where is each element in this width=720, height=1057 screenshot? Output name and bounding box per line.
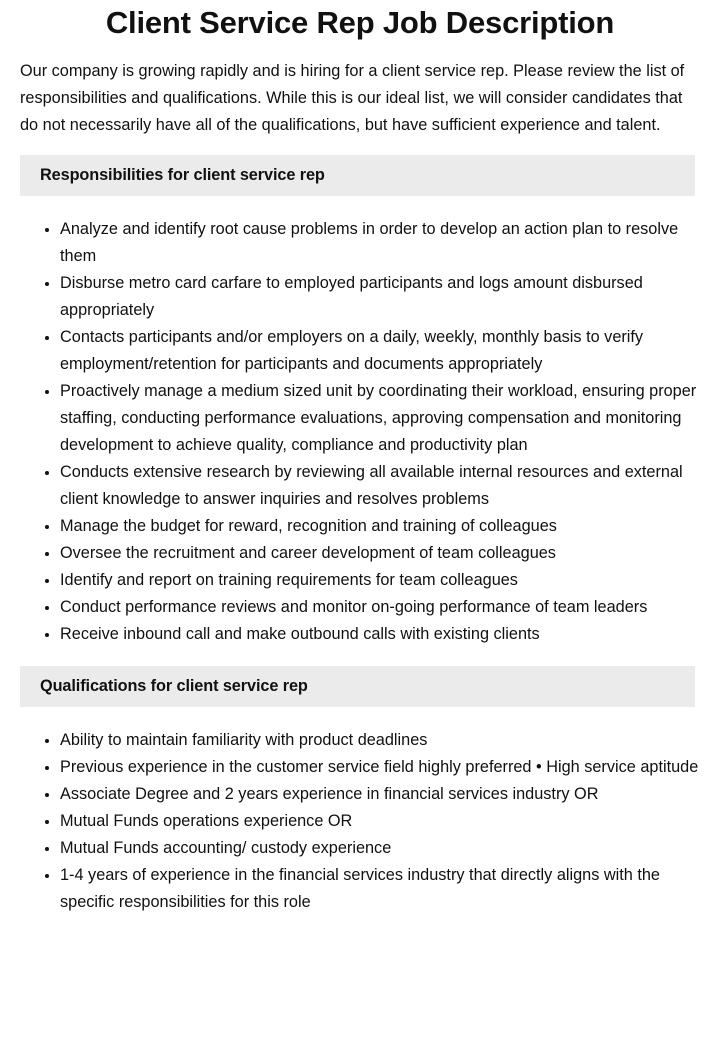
list-item: • Previous experience in the customer service field highly preferred • High service aptitude [60, 754, 700, 781]
list-item: • Conduct performance reviews and monitor on-going performance of team leaders [60, 594, 700, 621]
list-item: • Conducts extensive research by reviewing all available internal resources and external client knowledge to answer inquiries and resolves problems [60, 459, 700, 513]
list-item: • Analyze and identify root cause problems in order to develop an action plan to resolve them [60, 216, 700, 270]
list-item: • Contacts participants and/or employers on a daily, weekly, monthly basis to verify employment/retention for participants and documents appropriately [60, 324, 700, 378]
list-item: • Identify and report on training requirements for team colleagues [60, 567, 700, 594]
list-item: • Disburse metro card carfare to employed participants and logs amount disbursed appropriately [60, 270, 700, 324]
list-item: • Oversee the recruitment and career development of team colleagues [60, 540, 700, 567]
list-item: • Receive inbound call and make outbound calls with existing clients [60, 621, 700, 648]
qualifications-heading: Qualifications for client service rep [20, 666, 695, 707]
qualifications-list [0, 727, 700, 916]
responsibilities-list [0, 216, 700, 648]
responsibilities-heading: Responsibilities for client service rep [20, 155, 695, 196]
list-item: • Manage the budget for reward, recognition and training of colleagues [60, 513, 700, 540]
list-item: • Proactively manage a medium sized unit by coordinating their workload, ensuring proper staffing, conducting performance evaluations, approving compensation and monitoring development to achieve quality, compliance and productivity plan [60, 378, 700, 459]
list-item: • Ability to maintain familiarity with product deadlines [60, 727, 700, 754]
page-title: Client Service Rep Job Description [105, 5, 615, 40]
intro-paragraph: Our company is growing rapidly and is hiring for a client service rep. Please review the list of responsibilities and qualifications. While this is our ideal list, we will consider candidates that do not necessarily have all of the qualifications, but have sufficient experience and talent. [20, 62, 685, 134]
list-item: • Mutual Funds operations experience OR [60, 808, 700, 835]
list-item: • Associate Degree and 2 years experience in financial services industry OR [60, 781, 700, 808]
list-item: • 1-4 years of experience in the financial services industry that directly aligns with the specific responsibilities for this role [60, 862, 700, 916]
list-item: • Mutual Funds accounting/ custody experience [60, 835, 700, 862]
